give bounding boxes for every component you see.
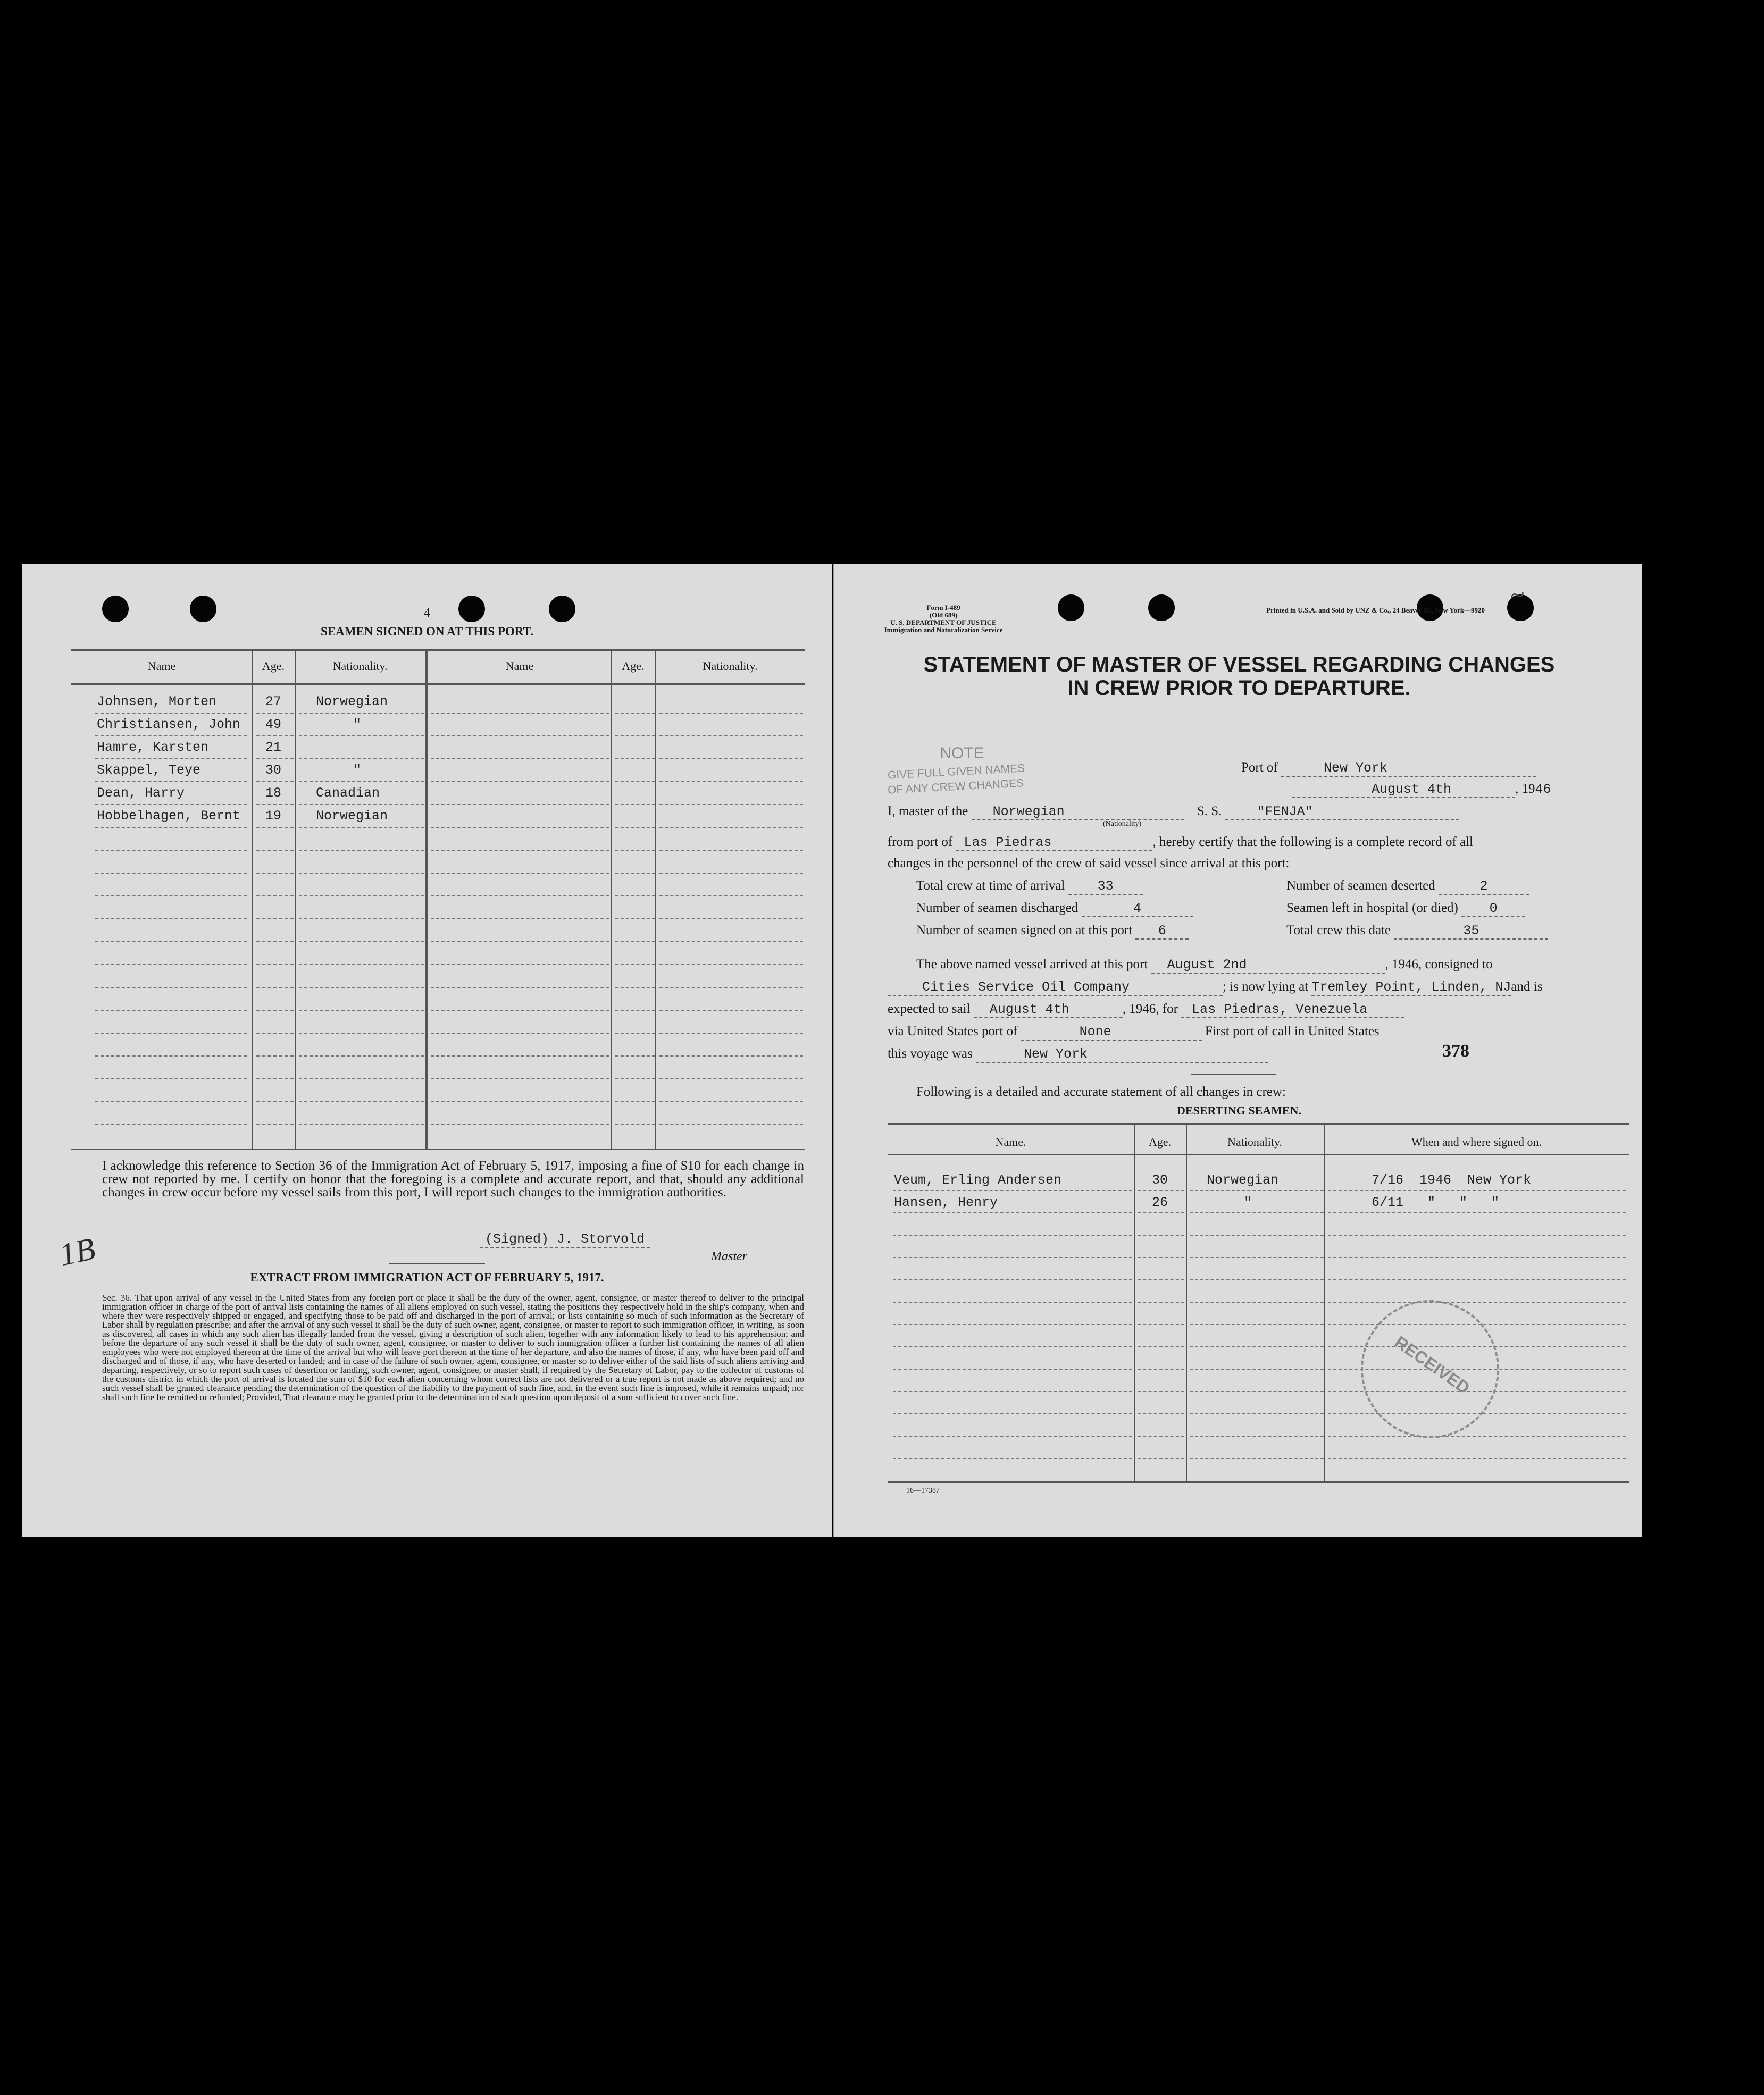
table-rule	[893, 1302, 1132, 1303]
table-rule	[256, 1033, 294, 1034]
table-rule	[615, 1078, 655, 1079]
table-rule	[615, 987, 655, 988]
table-rule	[893, 1235, 1132, 1236]
table-rule	[299, 804, 424, 805]
table-rule	[615, 1101, 655, 1102]
table-rule	[256, 964, 294, 965]
table-rule	[893, 1324, 1132, 1325]
table-rule	[256, 781, 294, 782]
col-header-name: Name	[147, 659, 176, 673]
table-rule	[659, 964, 803, 965]
table-rule	[1190, 1324, 1324, 1325]
table-rule	[1190, 1212, 1324, 1213]
table-rule	[431, 827, 609, 828]
table-rule	[256, 987, 294, 988]
table-rule	[431, 781, 609, 782]
table-rule	[659, 850, 803, 851]
table-rule	[299, 827, 424, 828]
table-rule	[659, 827, 803, 828]
table-rule	[1138, 1302, 1184, 1303]
section-title: SEAMEN SIGNED ON AT THIS PORT.	[320, 625, 534, 638]
col-header-name: Name	[505, 659, 534, 673]
table-rule	[1190, 1235, 1324, 1236]
table-cell-nationality: Norwegian	[316, 694, 388, 709]
changes-line: changes in the personnel of the crew of said vessel since arrival at this port:	[888, 856, 1290, 870]
table-rule	[659, 1055, 803, 1057]
seamen-discharged: Number of seamen discharged 4	[916, 901, 1193, 917]
table-rule	[1138, 1279, 1184, 1280]
table-rule	[659, 873, 803, 874]
table-rule	[299, 1078, 424, 1079]
consignee-line: Cities Service Oil Company ; is now lying at Tremley Point, Linden, NJand is	[888, 979, 1542, 996]
table-rule	[95, 1010, 247, 1011]
arrived-line: The above named vessel arrived at this port August 2nd , 1946, consigned to	[916, 957, 1493, 973]
table-rule	[1138, 1212, 1184, 1213]
table-cell-name: Veum, Erling Andersen	[894, 1172, 1062, 1188]
table-rule	[95, 713, 247, 714]
table-rule	[615, 941, 655, 942]
table-rule	[659, 781, 803, 782]
table-rule	[299, 895, 424, 896]
table-cell-name: Hamre, Karsten	[97, 740, 209, 755]
table-rule	[893, 1257, 1132, 1258]
table-rule	[256, 895, 294, 896]
table-rule	[431, 735, 609, 736]
table-rule	[95, 850, 247, 851]
table-rule	[615, 918, 655, 919]
table-rule	[1190, 1257, 1324, 1258]
table-cell-nationality: "	[353, 717, 362, 732]
printer-line: Printed in U.S.A. and Sold by UNZ & Co., 24 Beaver St., New York—9920	[1266, 606, 1485, 614]
table-rule	[615, 713, 655, 714]
table-rule	[659, 758, 803, 759]
table-cell-age: 18	[265, 785, 281, 801]
port-field: Port of New York	[1241, 760, 1536, 777]
table-rule	[893, 1436, 1132, 1437]
table-rule	[659, 987, 803, 988]
via-line: via United States port of None First port of call in United States	[888, 1024, 1380, 1040]
table-rule	[299, 987, 424, 988]
punch-hole	[1058, 594, 1084, 621]
table-rule	[256, 1010, 294, 1011]
table-rule	[893, 1346, 1132, 1347]
note-stamp-line2: OF ANY CREW CHANGES	[887, 777, 1024, 797]
table-rule	[95, 781, 247, 782]
table-rule	[659, 895, 803, 896]
table-cell-name: Hansen, Henry	[894, 1195, 998, 1210]
col-header-age: Age.	[1148, 1135, 1172, 1149]
table-rule	[1190, 1458, 1324, 1459]
table-rule	[1138, 1413, 1184, 1414]
table-rule	[615, 850, 655, 851]
table-cell-age: 26	[1151, 1195, 1168, 1210]
table-rule	[95, 873, 247, 874]
table-rule	[95, 1124, 247, 1125]
table-rule	[95, 1055, 247, 1057]
table-rule	[659, 1078, 803, 1079]
table-rule	[615, 804, 655, 805]
col-header-nationality: Nationality.	[1227, 1135, 1283, 1149]
table-rule	[299, 713, 424, 714]
table-rule	[431, 918, 609, 919]
table-rule	[256, 1124, 294, 1125]
table-rule	[615, 781, 655, 782]
col-header-nationality: Nationality.	[332, 659, 388, 673]
table-rule	[299, 758, 424, 759]
seamen-deserted: Number of seamen deserted 2	[1286, 878, 1529, 895]
table-rule	[659, 1033, 803, 1034]
table-cell-age: 27	[265, 694, 281, 709]
table-cell-nationality: Norwegian	[1207, 1172, 1279, 1188]
table-rule	[95, 895, 247, 896]
table-rule	[659, 918, 803, 919]
table-rule	[431, 804, 609, 805]
table-rule	[615, 1010, 655, 1011]
table-cell-nationality: "	[1244, 1195, 1252, 1210]
table-rule	[1190, 1190, 1324, 1191]
following-text: Following is a detailed and accurate statement of all changes in crew:	[916, 1085, 1286, 1099]
table-rule	[431, 895, 609, 896]
table-rule	[256, 941, 294, 942]
table-cell-name: Dean, Harry	[97, 785, 185, 801]
total-crew-date: Total crew this date 35	[1286, 923, 1548, 940]
table-rule	[431, 1101, 609, 1102]
table-cell-age: 21	[265, 740, 281, 755]
table-rule	[615, 964, 655, 965]
from-port-line: from port of Las Piedras , hereby certify that the following is a complete record of all	[888, 835, 1474, 850]
table-rule	[95, 918, 247, 919]
table-rule	[1328, 1279, 1626, 1280]
table-rule	[95, 827, 247, 828]
table-rule	[431, 941, 609, 942]
form-header: Form I-489 (Old 689) U. S. DEPARTMENT OF JUSTICE Immigration and Naturalization Service	[884, 604, 1003, 634]
table-rule	[615, 758, 655, 759]
table-rule	[256, 1055, 294, 1057]
table-rule	[615, 1124, 655, 1125]
col-header-nationality: Nationality.	[703, 659, 758, 673]
table-rule	[1138, 1391, 1184, 1392]
table-rule	[659, 1101, 803, 1102]
table-rule	[615, 735, 655, 736]
seamen-signed-on: Number of seamen signed on at this port 6	[916, 923, 1189, 940]
table-rule	[95, 758, 247, 759]
table-rule	[299, 941, 424, 942]
table-rule	[893, 1458, 1132, 1459]
table-rule	[256, 713, 294, 714]
table-rule	[1328, 1235, 1626, 1236]
master-line: I, master of the Norwegian S. S. "FENJA"	[888, 804, 1459, 820]
handwritten-annotation: 1B	[56, 1230, 98, 1273]
table-rule	[95, 735, 247, 736]
date-field: August 4th , 1946	[1292, 782, 1551, 798]
extract-title: EXTRACT FROM IMMIGRATION ACT OF FEBRUARY 5, 1917.	[250, 1271, 604, 1284]
table-rule	[431, 850, 609, 851]
table-rule	[299, 1124, 424, 1125]
table-rule	[1328, 1302, 1626, 1303]
table-rule	[1190, 1346, 1324, 1347]
table-rule	[256, 804, 294, 805]
table-rule	[299, 1055, 424, 1057]
table-rule	[299, 1010, 424, 1011]
table-rule	[659, 713, 803, 714]
table-rule	[431, 1078, 609, 1079]
table-rule	[893, 1391, 1132, 1392]
table-cell-age: 19	[265, 808, 281, 824]
signature-title: Master	[711, 1250, 747, 1263]
table-cell-signed-on: 7/16 1946 New York	[1372, 1172, 1532, 1188]
table-rule	[659, 1124, 803, 1125]
footer-code: 16—17387	[906, 1487, 940, 1495]
table-cell-name: Hobbelhagen, Bernt	[97, 808, 241, 824]
table-rule	[1138, 1369, 1184, 1370]
table-rule	[256, 850, 294, 851]
extract-text: Sec. 36. That upon arrival of any vessel in the United States from any foreign port or place it shall be the duty of the owner, agent, consignee, or master thereof to deliver to the principal immigration officer in charge of the port of arrival lists containing the names of all aliens employed on such vessel, stating the positions they respectively hold in the ship's company, when and where they were respectively shipped or engaged, and specifying those to be paid off and discharged in the port of arrival; or lists containing so much of such information as the Secretary of Labor shall by regulation prescribe; and after the arrival of any such vessel it shall be the duty of such owner, agent, consignee, or master to report to such immigration officer, in writing, as soon as discovered, all cases in which any such alien has illegally landed from the vessel, giving a description of such alien, together with any information likely to lead to his apprehension; and before the departure of any such vessel it shall be the duty of such owner, agent, consignee, or master to deliver to such immigration officer a further list containing the names of all alien employees who were not employed thereon at the time of the arrival but who will leave port thereon at the time of her departure, and also the names of those, if any, who have been paid off and discharged and of those, if any, who have deserted or landed; and in case of the failure of such owner, agent, consignee, or master so to deliver either of the said lists of such aliens arriving and departing, respectively, or so to report such cases of desertion or landing, such owner, agent, consignee, or master shall, if required by the Secretary of Labor, pay to the collector of customs of the customs district in which the port of arrival is located the sum of $10 for each alien concerning whom correct lists are not delivered or a true report is not made as above required; and no such vessel shall be granted clearance pending the determination of the question of the liability to the payment of such fine, and, in the event such fine is imposed, while it remains unpaid; nor shall such fine be remitted or refunded; Provided, That clearance may be granted prior to the determination of such question upon deposit of a sum sufficient to cover such fine.	[102, 1293, 804, 1402]
table-rule	[1138, 1235, 1184, 1236]
table-rule	[1138, 1458, 1184, 1459]
table-cell-name: Christiansen, John	[97, 717, 241, 732]
table-rule	[431, 1033, 609, 1034]
col-header-name: Name.	[995, 1135, 1026, 1149]
table-rule	[95, 941, 247, 942]
table-rule	[1328, 1458, 1626, 1459]
table-rule	[299, 964, 424, 965]
table-rule	[1138, 1436, 1184, 1437]
table-rule	[431, 713, 609, 714]
table-rule	[1328, 1436, 1626, 1437]
table-rule	[95, 804, 247, 805]
table-rule	[95, 987, 247, 988]
table-rule	[893, 1212, 1132, 1213]
table-rule	[1190, 1391, 1324, 1392]
table-rule	[1190, 1279, 1324, 1280]
table-rule	[95, 1033, 247, 1034]
table-rule	[431, 1010, 609, 1011]
master-signature: (Signed) J. Storvold	[480, 1231, 650, 1248]
table-rule	[256, 827, 294, 828]
nationality-caption: (Nationality)	[1103, 820, 1142, 828]
table-rule	[256, 1101, 294, 1102]
left-page	[22, 564, 832, 1537]
table-rule	[431, 1055, 609, 1057]
table-rule	[256, 1078, 294, 1079]
note-stamp-title: NOTE	[940, 744, 984, 762]
table-rule	[893, 1369, 1132, 1370]
table-rule	[659, 735, 803, 736]
received-stamp	[1361, 1300, 1499, 1438]
col-header-signed-on: When and where signed on.	[1411, 1135, 1542, 1149]
table-rule	[1138, 1324, 1184, 1325]
table-rule	[95, 1101, 247, 1102]
table-rule	[299, 1033, 424, 1034]
table-cell-nationality: Norwegian	[316, 808, 388, 824]
table-rule	[615, 873, 655, 874]
table-rule	[615, 1055, 655, 1057]
table-rule	[299, 918, 424, 919]
table-rule	[1190, 1436, 1324, 1437]
table-rule	[299, 873, 424, 874]
table-rule	[95, 964, 247, 965]
table-cell-age: 30	[1151, 1172, 1168, 1188]
table-rule	[1190, 1369, 1324, 1370]
table-rule	[256, 918, 294, 919]
table-rule	[299, 781, 424, 782]
table-rule	[299, 1101, 424, 1102]
handwritten-mark: ~	[1508, 579, 1526, 611]
table-rule	[615, 827, 655, 828]
page-number: 4	[424, 606, 430, 620]
note-stamp-line1: GIVE FULL GIVEN NAMES	[887, 762, 1025, 782]
table-rule	[299, 850, 424, 851]
table-rule	[1328, 1212, 1626, 1213]
table-rule	[893, 1279, 1132, 1280]
table-cell-signed-on: 6/11 " " "	[1372, 1195, 1500, 1210]
table-cell-name: Skappel, Teye	[97, 762, 201, 778]
form-title-line2: IN CREW PRIOR TO DEPARTURE.	[1067, 676, 1411, 700]
total-crew-arrival: Total crew at time of arrival 33	[916, 878, 1143, 895]
table-rule	[659, 941, 803, 942]
col-header-age: Age.	[262, 659, 285, 673]
expected-line: expected to sail August 4th , 1946, for Las Piedras, Venezuela	[888, 1002, 1404, 1018]
table-rule	[431, 964, 609, 965]
table-rule	[1328, 1190, 1626, 1191]
table-rule	[659, 804, 803, 805]
table-rule	[1328, 1257, 1626, 1258]
table-cell-nationality: "	[353, 762, 362, 778]
table-rule	[431, 758, 609, 759]
table-rule	[256, 758, 294, 759]
received-stamp-text: RECEIVED	[1391, 1332, 1474, 1398]
form-title-line1: STATEMENT OF MASTER OF VESSEL REGARDING CHANGES	[923, 653, 1555, 676]
acknowledgment-text: I acknowledge this reference to Section 36 of the Immigration Act of February 5, 1917, imposing a fine of $10 for each change in crew not reported by me. I certify on honor that the foregoing is a complete and accurate report, and that, should any additional changes in crew occur before my vessel sails from this port, I will report such changes to the immigration authorities.	[102, 1159, 804, 1200]
right-page	[833, 564, 1642, 1537]
table-cell-age: 30	[265, 762, 281, 778]
table-cell-name: Johnsen, Morten	[97, 694, 217, 709]
table-cell-age: 49	[265, 717, 281, 732]
table-cell-nationality: Canadian	[316, 785, 380, 801]
table-rule	[431, 873, 609, 874]
table-rule	[256, 873, 294, 874]
table-rule	[95, 1078, 247, 1079]
table-rule	[893, 1413, 1132, 1414]
table-rule	[893, 1190, 1132, 1191]
table-rule	[1138, 1190, 1184, 1191]
table-rule	[256, 735, 294, 736]
table-rule	[431, 1124, 609, 1125]
table-rule	[659, 1010, 803, 1011]
file-number: 378	[1442, 1041, 1469, 1061]
table-rule	[615, 1033, 655, 1034]
table-rule	[1138, 1257, 1184, 1258]
table-rule	[1190, 1302, 1324, 1303]
table-rule	[431, 987, 609, 988]
punch-hole	[1148, 594, 1175, 621]
table-rule	[1190, 1413, 1324, 1414]
deserting-title: DESERTING SEAMEN.	[1177, 1104, 1301, 1117]
voyage-line: this voyage was New York	[888, 1046, 1268, 1063]
col-header-age: Age.	[622, 659, 645, 673]
table-rule	[1138, 1346, 1184, 1347]
table-rule	[615, 895, 655, 896]
seamen-hospital: Seamen left in hospital (or died) 0	[1286, 901, 1525, 917]
table-rule	[299, 735, 424, 736]
